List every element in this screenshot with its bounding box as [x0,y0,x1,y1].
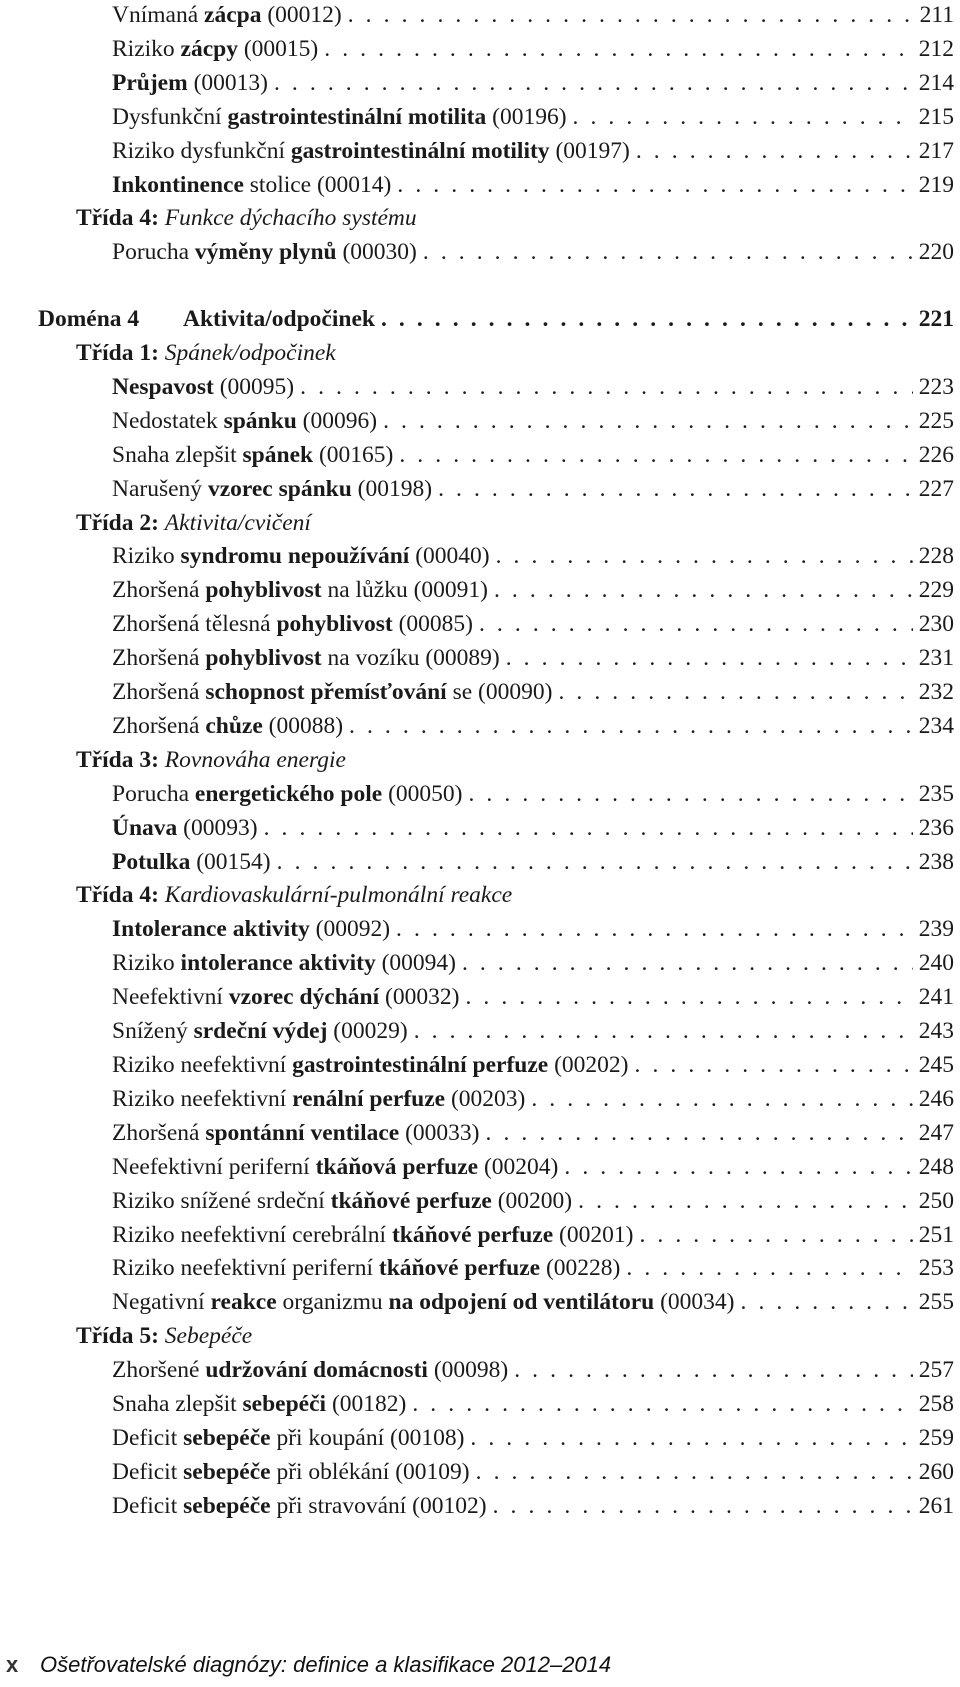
entry-text: (00040) [409,543,490,569]
toc-entry [112,68,954,98]
page-ref: 230 [918,611,954,637]
entry-text: (00165) [313,442,394,468]
dot-leader [573,102,913,132]
class-label: Třída 4: [76,882,159,908]
page-ref: 246 [918,1086,954,1112]
domain-label: Doména 4 [38,306,140,332]
page-ref: 234 [918,713,954,739]
toc-entry [112,1118,954,1148]
entry-keyword: sebepéče [183,1459,271,1485]
toc-entry [112,102,954,132]
entry-text: Snaha zlepšit [112,1391,243,1417]
entry-title [112,677,552,707]
dot-leader [531,1084,912,1114]
entry-text: (00196) [486,104,567,130]
toc-entry [112,474,954,504]
class-label: Třída 1: [76,340,159,366]
entry-text: Narušený [112,476,208,502]
page-ref: 219 [918,172,954,198]
dot-leader [741,1287,913,1317]
dot-leader [412,1389,912,1419]
entry-title [112,1016,408,1046]
page-ref: 215 [918,104,954,130]
entry-keyword: tkáňové perfuze [330,1188,492,1214]
class-heading [76,338,954,368]
toc-entry [112,0,954,30]
entry-text: Riziko [112,36,181,62]
entry-text: (00204) [478,1154,559,1180]
page-ref: 260 [918,1459,954,1485]
entry-text: (00033) [399,1120,480,1146]
page-ref: 221 [918,306,954,332]
page-ref: 255 [918,1289,954,1315]
entry-text: (00095) [213,374,295,400]
entry-keyword: pohyblivost [205,645,322,671]
toc-entry [112,1050,954,1080]
entry-title [112,711,343,741]
entry-text: Deficit [112,1425,184,1451]
entry-keyword: sebepéče [183,1425,271,1451]
entry-text: (00032) [379,984,460,1010]
entry-keyword: Nespavost [112,374,214,400]
entry-text: (00012) [261,2,342,28]
entry-keyword: schopnost přemísťování [205,679,447,705]
entry-text: na lůžku (00091) [321,577,488,603]
page-ref: 240 [918,950,954,976]
page-ref: 226 [918,442,954,468]
dot-leader [506,643,913,673]
entry-keyword: srdeční výdej [193,1018,328,1044]
dot-leader [635,1050,913,1080]
entry-text: (00088) [262,713,344,739]
class-label: Třída 3: [76,747,159,773]
entry-keyword: tkáňové perfuze [391,1222,554,1248]
page-ref: 251 [918,1222,954,1248]
entry-title [112,914,390,944]
entry-keyword: vzorec dýchání [228,984,380,1010]
entry-keyword: udržování domácnosti [205,1357,428,1383]
entry-keyword: spánku [223,408,297,434]
page-ref: 225 [918,408,954,434]
entry-text: Riziko snížené srdeční [112,1188,331,1214]
entry-text: Neefektivní [112,984,229,1010]
entry-text: Deficit [112,1493,184,1519]
entry-text: (00030) [336,239,417,265]
entry-text: Snížený [112,1018,194,1044]
entry-text: se (00090) [446,679,553,705]
entry-text: Zhoršená [112,1120,206,1146]
dot-leader [564,1152,912,1182]
page-ref: 229 [918,577,954,603]
page-ref: 250 [918,1188,954,1214]
dot-leader [636,136,913,166]
entry-keyword: Intolerance aktivity [112,916,310,942]
dot-leader [277,847,913,877]
entry-text: (00092) [309,916,391,942]
entry-text: Zhoršená tělesná [112,611,277,637]
entry-title [112,440,393,470]
entry-keyword: reakce [210,1289,277,1315]
entry-title [112,1491,487,1521]
entry-text: (00093) [177,815,258,841]
class-name: Funkce dýchacího systému [164,205,417,231]
page-ref: 258 [918,1391,954,1417]
entry-title [112,237,417,267]
entry-keyword: sebepéče [183,1493,271,1519]
dot-leader [264,813,913,843]
toc-entry [112,1253,954,1283]
page-ref: 214 [918,70,954,96]
dot-leader [486,1118,913,1148]
page-ref: 243 [918,1018,954,1044]
entry-text: (00085) [392,611,473,637]
class-label: Třída 5: [76,1323,159,1349]
toc-entry [112,982,954,1012]
entry-keyword: Únava [112,815,178,841]
toc-entry [112,1457,954,1487]
entry-text: organizmu [276,1289,389,1315]
page-footer [0,1652,960,1682]
class-heading [76,745,954,775]
entry-text: Zhoršená [112,713,206,739]
page-ref: 261 [918,1493,954,1519]
entry-text: Riziko dysfunkční [112,138,291,164]
entry-keyword: Průjem [112,70,188,96]
entry-title [112,474,432,504]
page-ref: 245 [918,1052,954,1078]
page-ref: 239 [918,916,954,942]
entry-text: Nedostatek [112,408,224,434]
dot-leader [414,1016,913,1046]
toc-entry [112,237,954,267]
entry-text: (00182) [326,1391,407,1417]
entry-text: (00013) [187,70,268,96]
entry-text: (00154) [190,849,271,875]
entry-title [112,541,490,571]
dot-leader [494,575,913,605]
entry-text: (00050) [382,781,463,807]
entry-title [112,1253,620,1283]
page-ref: 247 [918,1120,954,1146]
dot-leader [468,779,912,809]
class-heading [76,880,954,910]
entry-keyword: Inkontinence [112,172,244,198]
entry-text: Riziko [112,543,181,569]
entry-title [112,1186,572,1216]
dot-leader [496,541,913,571]
page-number: x [6,1652,19,1677]
entry-title [112,575,488,605]
toc-entry [112,914,954,944]
entry-text: Zhoršená [112,679,206,705]
dot-leader [348,0,914,30]
entry-keyword: na odpojení od ventilátoru [388,1289,655,1315]
entry-text: při koupání (00108) [270,1425,465,1451]
entry-keyword: energetického pole [194,781,383,807]
toc-entry [112,643,954,673]
dot-leader [626,1253,912,1283]
page-ref: 228 [918,543,954,569]
entry-keyword: tkáňová perfuze [315,1154,479,1180]
entry-title [112,68,268,98]
entry-keyword: gastrointestinální perfuze [292,1052,549,1078]
entry-text: (00029) [327,1018,408,1044]
page-ref: 235 [918,781,954,807]
book-title: Ošetřovatelské diagnózy: definice a klasifikace 2012–2014 [40,1652,612,1677]
dot-leader [383,406,913,436]
entry-keyword: sebepéči [242,1391,327,1417]
toc-entry [112,1423,954,1453]
entry-title [112,1118,480,1148]
entry-text: (00228) [540,1255,621,1281]
toc-entry [112,406,954,436]
page-ref: 241 [918,984,954,1010]
class-heading [76,508,954,538]
entry-text: (00202) [548,1052,629,1078]
entry-text: Zhoršená [112,645,206,671]
toc-entry [112,1152,954,1182]
entry-text: (00198) [351,476,433,502]
dot-leader [462,948,913,978]
toc-entry [112,170,954,200]
dot-leader [274,68,913,98]
entry-title [112,406,377,436]
entry-text: Riziko neefektivní [112,1052,293,1078]
entry-text: (00094) [375,950,456,976]
page-ref: 231 [918,645,954,671]
entry-title [112,609,473,639]
toc-entry [112,1355,954,1385]
entry-text: (00096) [296,408,378,434]
toc-entry [112,1491,954,1521]
entry-text: Zhoršené [112,1357,206,1383]
page-ref: 227 [918,476,954,502]
page-ref: 232 [918,679,954,705]
toc-entry [112,541,954,571]
entry-title [112,1152,558,1182]
entry-text: (00201) [553,1222,634,1248]
entry-title [112,34,318,64]
entry-text: Porucha [112,239,195,265]
class-name: Rovnováha energie [164,747,346,773]
entry-title [112,1355,508,1385]
toc-entry [112,813,954,843]
entry-text: Snaha zlepšit [112,442,243,468]
class-name: Spánek/odpočinek [164,340,336,366]
entry-title [112,779,462,809]
page-ref: 238 [918,849,954,875]
toc-entry [112,948,954,978]
entry-title [112,0,342,30]
entry-title [112,1220,633,1250]
toc-entry [112,372,954,402]
entry-title [112,982,459,1012]
entry-keyword: pohyblivost [205,577,322,603]
page-ref: 248 [918,1154,954,1180]
class-heading [76,1321,954,1351]
entry-keyword: výměny plynů [194,239,337,265]
entry-text: (00200) [491,1188,573,1214]
class-name: Sebepéče [164,1323,253,1349]
dot-leader [479,609,913,639]
entry-text: Riziko neefektivní cerebrální [112,1222,392,1248]
class-heading [76,203,954,233]
entry-text: Riziko neefektivní [112,1086,293,1112]
page-ref: 223 [918,374,954,400]
entry-title [112,1389,406,1419]
entry-title [112,170,391,200]
dot-leader [470,1423,912,1453]
dot-leader [399,440,912,470]
toc-entry [112,440,954,470]
toc-entry [112,609,954,639]
dot-leader [423,237,913,267]
domain-heading [38,304,954,334]
dot-leader [493,1491,913,1521]
entry-keyword: vzorec spánku [207,476,352,502]
entry-keyword: pohyblivost [276,611,393,637]
dot-leader [438,474,913,504]
entry-text: Riziko neefektivní periferní [112,1255,379,1281]
entry-title [112,136,630,166]
entry-text: Deficit [112,1459,184,1485]
entry-text: Riziko [112,950,181,976]
domain-name: Aktivita/odpočinek [183,306,375,332]
toc-entry [112,34,954,64]
page-ref: 257 [918,1357,954,1383]
dot-leader [349,711,913,741]
entry-text: stolice (00014) [243,172,392,198]
toc-entry [112,136,954,166]
entry-title [112,1457,470,1487]
dot-leader [381,304,913,334]
dot-leader [465,982,912,1012]
entry-title [112,102,567,132]
class-label: Třída 2: [76,510,159,536]
dot-leader [514,1355,913,1385]
entry-text: Porucha [112,781,195,807]
toc-entry [112,1016,954,1046]
entry-keyword: renální perfuze [292,1086,446,1112]
entry-keyword: zácpa [204,2,262,28]
page-ref: 212 [918,36,954,62]
entry-keyword: syndromu nepoužívání [180,543,410,569]
class-name: Kardiovaskulární-pulmonální reakce [164,882,513,908]
dot-leader [476,1457,913,1487]
entry-text: (00015) [237,36,319,62]
dot-leader [300,372,913,402]
toc-entry [112,1084,954,1114]
entry-text: (00034) [654,1289,735,1315]
entry-keyword: gastrointestinální motility [290,138,550,164]
dot-leader [397,170,912,200]
toc-entry [112,1389,954,1419]
entry-text: Zhoršená [112,577,206,603]
entry-keyword: spánek [242,442,314,468]
entry-keyword: gastrointestinální motilita [227,104,487,130]
toc-entry [112,1220,954,1250]
entry-keyword: intolerance aktivity [180,950,376,976]
entry-text: (00197) [549,138,630,164]
entry-title [112,372,294,402]
toc-entry [112,779,954,809]
dot-leader [558,677,912,707]
entry-text: při oblékání (00109) [270,1459,470,1485]
entry-title [112,643,500,673]
toc-entry [112,575,954,605]
page-ref: 217 [918,138,954,164]
toc-entry [112,677,954,707]
dot-leader [324,34,912,64]
entry-title [112,847,271,877]
class-name: Aktivita/cvičení [164,510,311,536]
entry-text: Negativní [112,1289,211,1315]
entry-keyword: tkáňové perfuze [378,1255,541,1281]
toc-entry [112,711,954,741]
entry-text: (00203) [445,1086,526,1112]
entry-keyword: spontánní ventilace [205,1120,400,1146]
dot-leader [578,1186,913,1216]
page-ref: 259 [918,1425,954,1451]
dot-leader [639,1220,912,1250]
toc-entry [112,847,954,877]
entry-keyword: Potulka [112,849,191,875]
page-ref: 253 [918,1255,954,1281]
entry-title [112,1084,525,1114]
entry-title [112,813,258,843]
entry-text: při stravování (00102) [270,1493,487,1519]
entry-text: (00098) [427,1357,509,1383]
entry-title [112,1050,629,1080]
entry-title [112,1287,735,1317]
dot-leader [396,914,913,944]
toc-entry [112,1186,954,1216]
entry-title [112,948,456,978]
toc-entry [112,1287,954,1317]
entry-text: na vozíku (00089) [321,645,500,671]
page-ref: 236 [918,815,954,841]
entry-keyword: chůze [205,713,263,739]
entry-title [112,1423,464,1453]
entry-text: Dysfunkční [112,104,228,130]
entry-text: Neefektivní periferní [112,1154,316,1180]
class-label: Třída 4: [76,205,159,231]
page-ref: 220 [918,239,954,265]
entry-keyword: zácpy [180,36,238,62]
entry-text: Vnímaná [112,2,205,28]
page-ref: 211 [919,2,954,28]
